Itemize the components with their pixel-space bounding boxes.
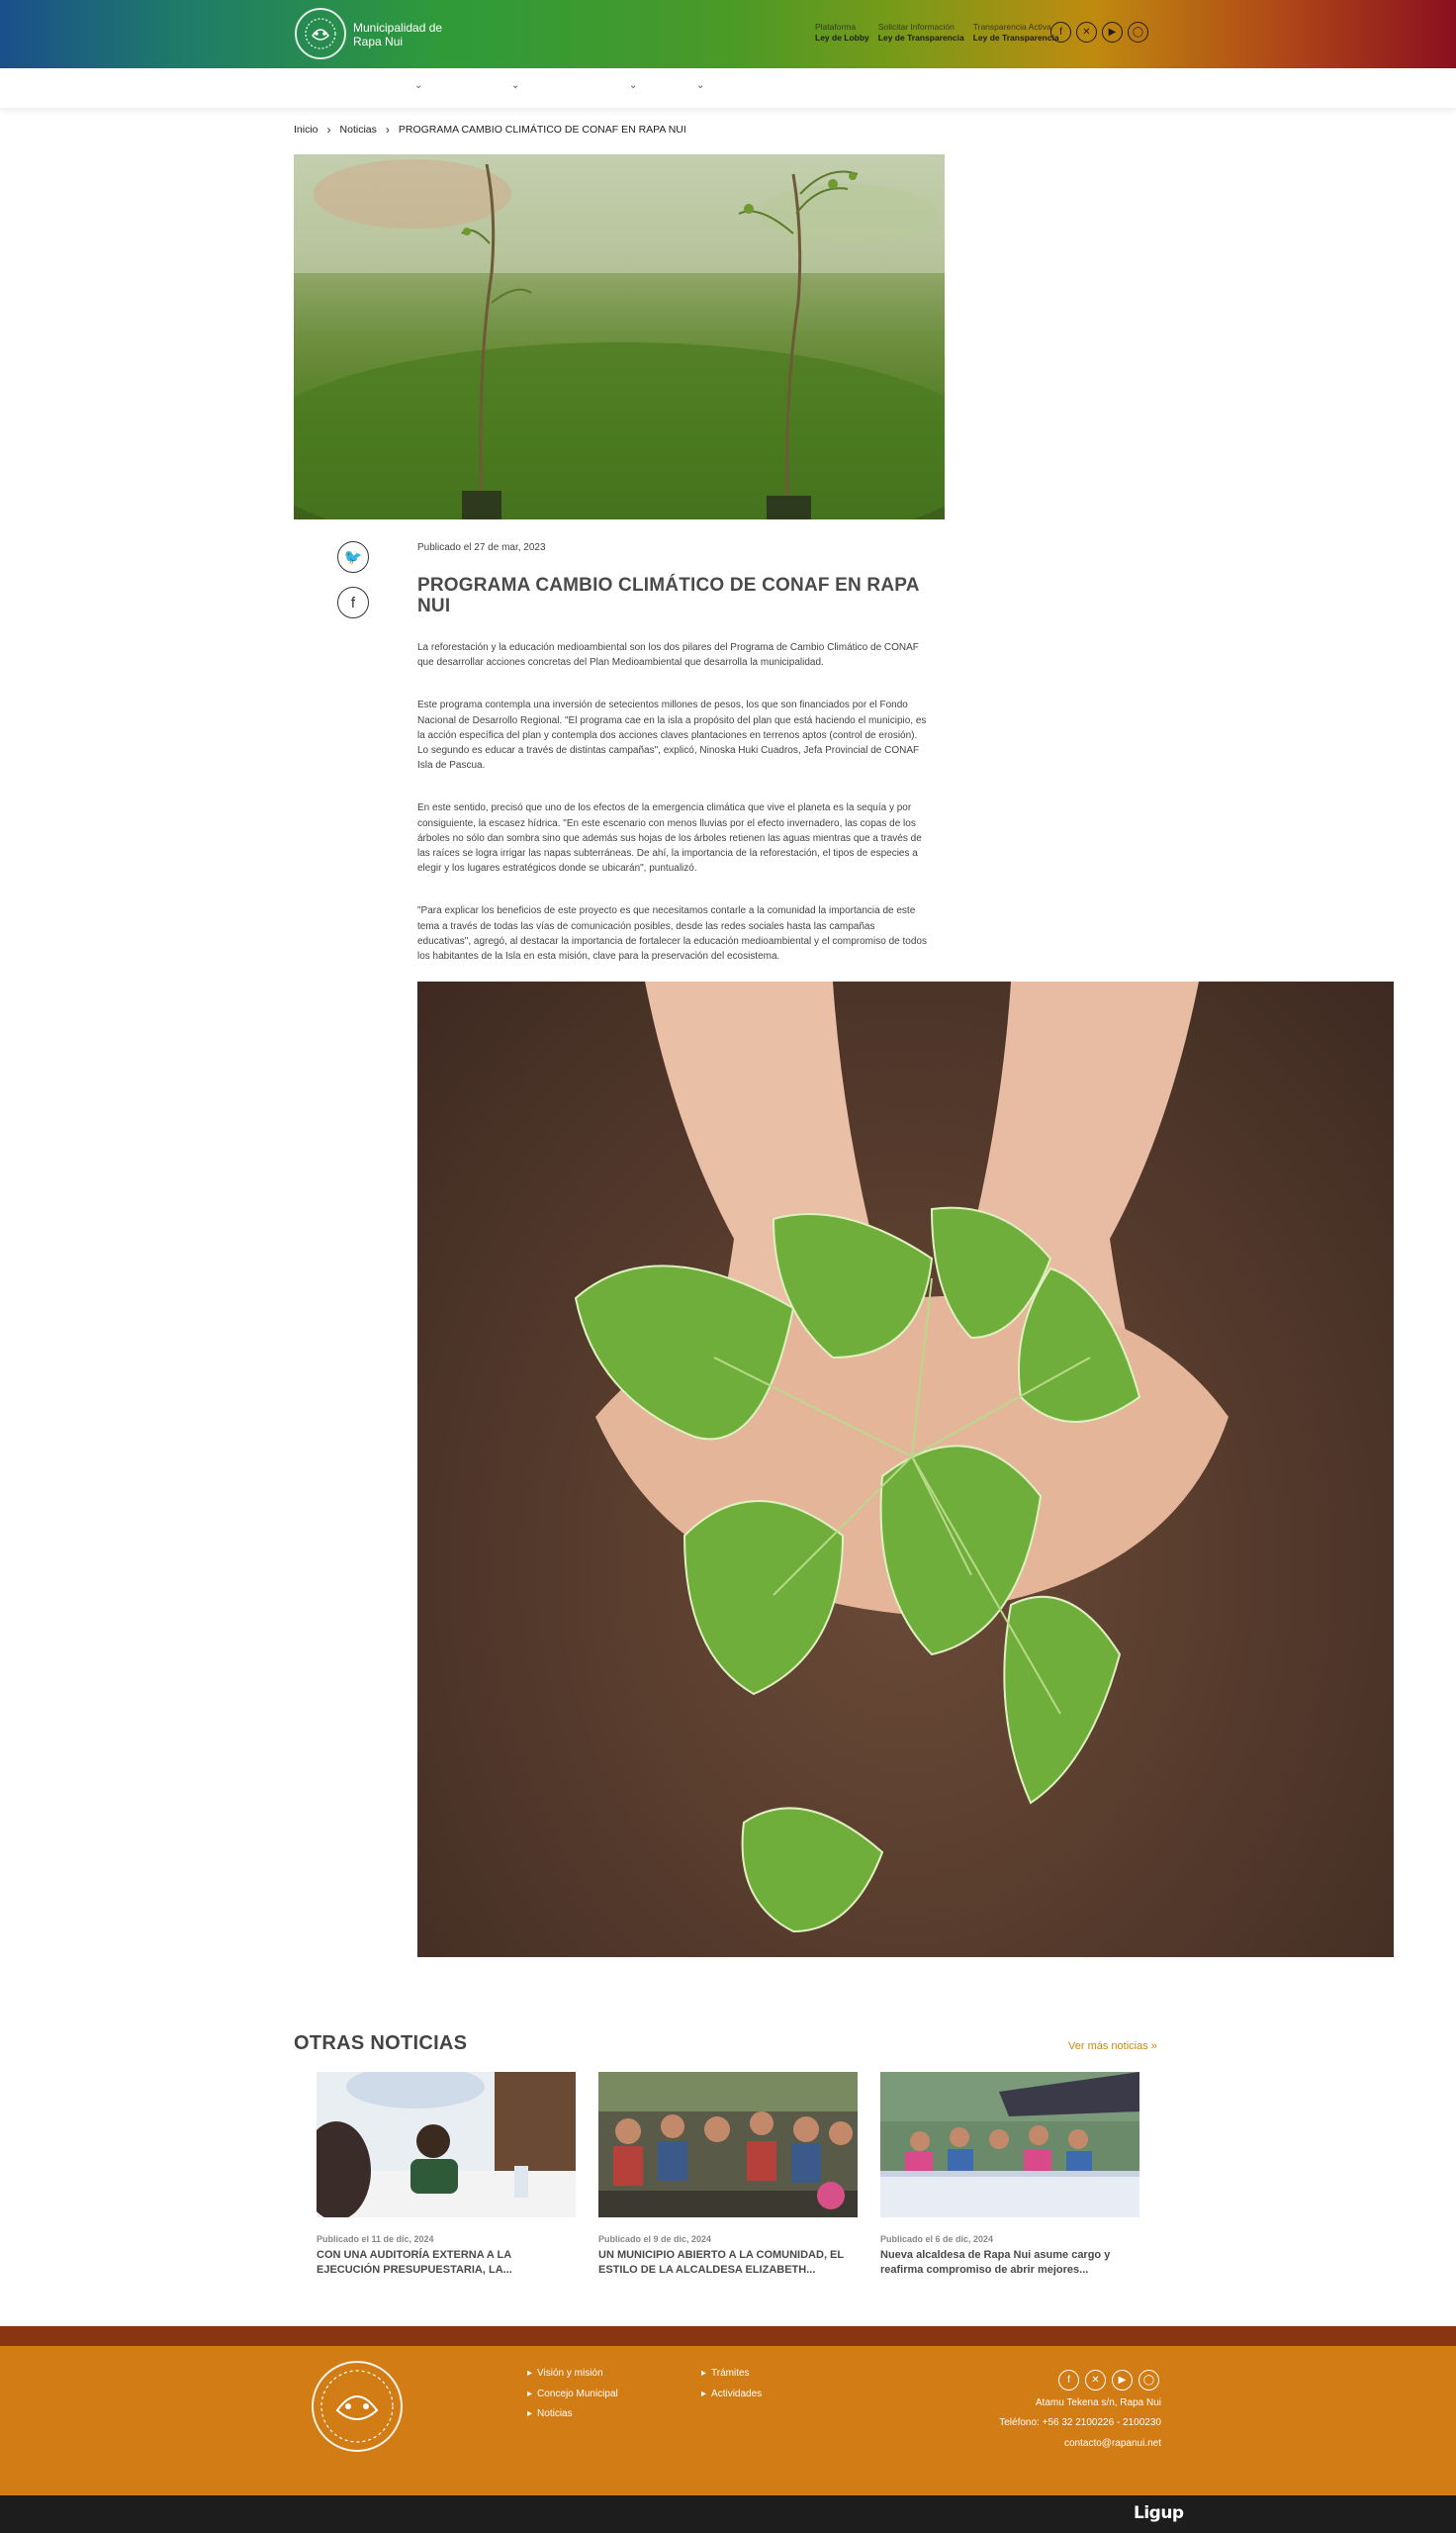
youtube-icon[interactable]: ▶ — [1102, 22, 1123, 43]
breadcrumb — [294, 123, 686, 137]
footer-link-actividades[interactable]: ▸ Actividades — [701, 2389, 762, 2399]
link-strong: Ley de Lobby — [815, 33, 869, 43]
link-solicitar-informacion[interactable] — [878, 22, 964, 44]
breadcrumb-home[interactable]: Inicio — [294, 124, 318, 136]
news-card[interactable] — [880, 2072, 1139, 2278]
link-small: Transparencia Activa — [972, 22, 1051, 32]
news-card-date: Publicado el 6 de dic, 2024 — [880, 2234, 994, 2244]
nav-dropdown-1-chevron-down-icon[interactable]: ⌄ — [414, 80, 423, 91]
top-header — [0, 0, 1456, 68]
footer — [0, 2346, 1456, 2495]
article-paragraph-3: En este sentido, precisó que uno de los efectos de la emergencia climática que vive el planeta es la sequía y por consiguiente, la escasez hídrica. "En este escenario con menos lluvias por el efecto invernadero, las copas de los árboles no sólo dan sombra sino que además sus hojas de los árboles retienen las aguas mientras que a través de las raíces se logra irrigar las napas subterráneas. De ahí, la importancia de la reforestación, el tipos de especies a elegir y los lugares estratégicos donde se ubicarán", puntualizó. — [417, 802, 922, 875]
footer-band — [0, 2326, 1456, 2346]
main-navbar — [0, 68, 1456, 108]
article-paragraph-2: Este programa contempla una inversión de setecientos millones de pesos, los que son financiados por el Fondo Nacional de Desarrollo Regional. "El programa cae en la isla a propósito del plan que está haciendo el municipio, es la acción específica del plan y contempla dos acciones claves plantaciones en terrenos aptos (control de erosión). Lo segundo es educar a través de distintas campañas", explicó, Ninoska Huki Cuadros, Jefa Provincial de CONAF Isla de Pascua. — [417, 700, 927, 772]
nav-dropdown-2-chevron-down-icon[interactable]: ⌄ — [511, 80, 520, 91]
footer-link-tramites[interactable]: ▸ Trámites — [701, 2368, 750, 2379]
link-transparencia-activa[interactable] — [973, 22, 1059, 44]
hero-image-seedlings — [294, 154, 945, 519]
article-image-hands-holding-plant — [417, 982, 1394, 1957]
footer-link-concejo[interactable]: ▸ Concejo Municipal — [527, 2389, 618, 2399]
article-paragraph-1: La reforestación y la educación medioambiental son los dos pilares del Programa de Cambio Climático de CONAF que desarrollar acciones concretas del Plan Medioambiental que desarrolla la municipalidad. — [417, 642, 919, 669]
x-icon[interactable]: ✕ — [1076, 22, 1097, 43]
nav-dropdown-4-chevron-down-icon[interactable]: ⌄ — [696, 80, 705, 91]
twitter-icon[interactable]: 🐦 — [337, 541, 369, 573]
footer-phone: Teléfono: +56 32 2100226 - 2100230 — [999, 2417, 1161, 2428]
news-card[interactable] — [317, 2072, 576, 2278]
chevron-right-icon: › — [385, 123, 390, 137]
logo-line-2: Rapa Nui — [353, 35, 404, 48]
news-card[interactable] — [598, 2072, 858, 2278]
breadcrumb-section[interactable]: Noticias — [339, 124, 377, 136]
article — [417, 542, 928, 964]
footer-link-vision[interactable]: ▸ Visión y misión — [527, 2368, 603, 2379]
footer-address: Atamu Tekena s/n, Rapa Nui — [1035, 2397, 1161, 2408]
header-social-icons — [1050, 22, 1148, 43]
news-card-image — [880, 2072, 1139, 2217]
logo-text[interactable] — [353, 21, 462, 48]
link-strong: Ley de Transparencia — [972, 33, 1059, 43]
facebook-icon[interactable]: f — [1050, 22, 1071, 43]
nav-dropdown-3-chevron-down-icon[interactable]: ⌄ — [629, 80, 638, 91]
footer-email[interactable]: contacto@rapanui.net — [1064, 2438, 1161, 2449]
ligup-brand-logo[interactable]: Ligup — [1134, 2503, 1184, 2523]
news-card-title[interactable]: CON UNA AUDITORÍA EXTERNA A LA EJECUCIÓN PRESUPUESTARIA, LA... — [317, 2249, 512, 2276]
news-card-date: Publicado el 9 de dic, 2024 — [598, 2234, 712, 2244]
logo-line-1: Municipalidad de — [353, 21, 443, 35]
facebook-icon[interactable]: f — [1058, 2370, 1079, 2391]
municipality-logo[interactable] — [295, 8, 346, 59]
other-news-title: OTRAS NOTICIAS — [294, 2032, 468, 2054]
news-card-image — [317, 2072, 576, 2217]
bottom-bar — [0, 2495, 1456, 2533]
link-small: Solicitar Información — [877, 22, 955, 32]
instagram-icon[interactable]: ◯ — [1138, 2370, 1159, 2391]
link-strong: Ley de Transparencia — [877, 33, 964, 43]
more-news-link[interactable]: Ver más noticias » — [1068, 2040, 1157, 2052]
article-title: PROGRAMA CAMBIO CLIMÁTICO DE CONAF EN RAPA NUI — [417, 575, 919, 616]
news-card-image — [598, 2072, 858, 2217]
news-card-date: Publicado el 11 de dic, 2024 — [317, 2234, 434, 2244]
footer-municipality-logo — [312, 2361, 403, 2452]
instagram-icon[interactable]: ◯ — [1128, 22, 1148, 43]
link-small: Plataforma — [815, 22, 857, 32]
breadcrumb-current: PROGRAMA CAMBIO CLIMÁTICO DE CONAF EN RAPA NUI — [398, 124, 686, 136]
youtube-icon[interactable]: ▶ — [1112, 2370, 1133, 2391]
chevron-right-icon: › — [326, 123, 331, 137]
link-ley-lobby[interactable] — [815, 22, 869, 44]
facebook-icon[interactable]: f — [337, 587, 369, 618]
top-links — [815, 22, 1059, 44]
news-card-title[interactable]: Nueva alcaldesa de Rapa Nui asume cargo y reafirma compromiso de abrir mejores... — [880, 2249, 1111, 2276]
x-icon[interactable]: ✕ — [1085, 2370, 1106, 2391]
published-date: Publicado el 27 de mar, 2023 — [417, 542, 546, 553]
article-paragraph-4: "Para explicar los beneficios de este proyecto es que necesitamos contarle a la comunidad la importancia de este tema a través de todas las vías de comunicación posibles, desde las redes sociales hasta las campañas educativas", agregó, al destacar la importancia de fortalecer la educación medioambiental y el compromiso de todos los habitantes de la Isla en esta misión, clave para la preservación del ecosistema. — [417, 905, 927, 963]
footer-link-noticias[interactable]: ▸ Noticias — [527, 2408, 573, 2419]
news-card-title[interactable]: UN MUNICIPIO ABIERTO A LA COMUNIDAD, EL ESTILO DE LA ALCALDESA ELIZABETH... — [598, 2249, 844, 2276]
